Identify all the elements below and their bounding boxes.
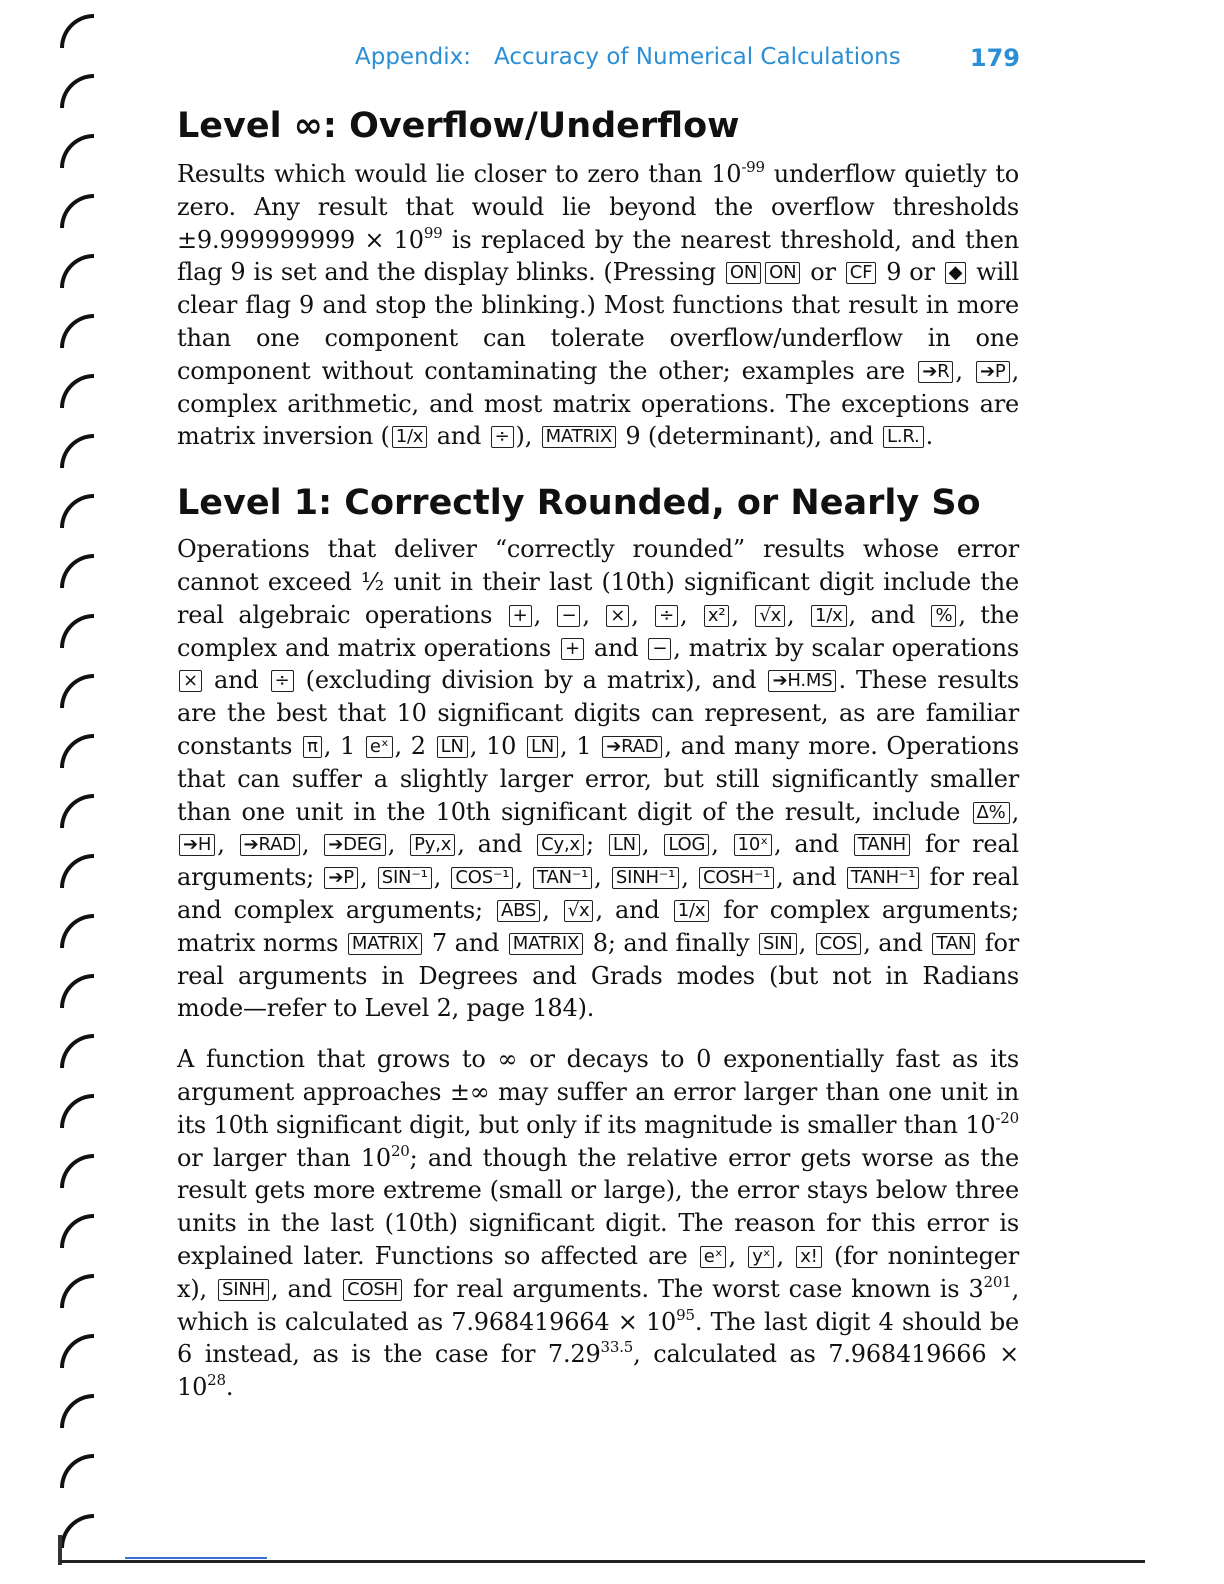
key-atan: TAN⁻¹ [533,867,592,889]
key-sqrt: √x [755,605,785,627]
key-plus: + [509,605,532,627]
key-ln: LN [527,736,558,758]
heading-overflow-underflow: Level ∞: Overflow/Underflow [177,106,740,146]
key-to-rect: ➔R [918,361,953,383]
key-pi: π [303,736,322,758]
running-header [355,44,1020,76]
paragraph-level-1: Operations that deliver “correctly rounded” results whose error cannot exceed ½ unit in their last (10th) significant digit include the real algebraic operations + , − , × , ÷ , x² , √x , 1/x , and % , the complex and matrix operations + and − , matrix by scalar operations × and ÷ (excluding division by a matrix), and ➔H.MS . These results are the best that 10 significant digits can represent, as are familiar constants π , 1 eˣ , 2 LN , 10 LN , 1 ➔RAD , and many more. Operations that can suffer a slightly larger error, but still significantly smaller than one unit in the 10th significant digit of the result, include Δ% , ➔H , ➔RAD , ➔DEG , Py,x , and Cy,x ; LN , LOG , 10ˣ , and TANH for real arguments; ➔P , SIN⁻¹ , COS⁻¹ , TAN⁻¹ , SINH⁻¹ , COSH⁻¹ , and TANH⁻¹ for real and complex arguments; ABS , √x , and 1/x for complex arguments; matrix norms MATRIX 7 and MATRIX 8; and finally SIN , COS , and TAN for real arguments in Degrees and Grads modes (but not in Radians mode—refer to Level 2, page 184). [177,535,1020,1023]
key-log: LOG [664,834,709,856]
spiral-binding [60,0,110,1560]
key-plus: + [561,638,584,660]
key-exp: eˣ [366,736,393,758]
key-to-h: ➔H [179,834,215,856]
key-to-rad: ➔RAD [240,834,300,856]
key-acos: COS⁻¹ [451,867,513,889]
key-acosh: COSH⁻¹ [699,867,774,889]
paragraph-exponential-growth: A function that grows to ∞ or decays to 0 exponentially fast as its argument approaches ±∞ may suffer an error larger than one unit in its 10th significant digit, but only if its magnitude is smaller than $10^{-20}$ or larger than $10^{20}$; and though the relative error gets worse as the result gets more extreme (small or large), the error stays below three units in the last (10th) significant digit. The reason for this error is explained later. Functions so affected are eˣ , yˣ , x! (for noninteger x), SINH , and COSH for real arguments. The worst case known is $3^{201}$, which is calculated as $7.968419664 \times 10^{95}$. The last digit 4 should be 6 instead, as is the case for $7.29^{33.5}$, calculated as $7.968419666 \times 10^{28}$. [177,1045,1020,1402]
page-number: 179 [969,44,1020,72]
key-to-rad: ➔RAD [602,736,662,758]
key-atanh: TANH⁻¹ [847,867,919,889]
key-abs: ABS [497,900,540,922]
key-minus: − [557,605,580,627]
key-to-polar: ➔P [324,867,358,889]
key-sinh: SINH [218,1279,269,1301]
key-minus: − [648,638,671,660]
key-cosh: COSH [343,1279,402,1301]
key-tanh: TANH [854,834,910,856]
key-y-power: yˣ [748,1246,774,1268]
key-exp: eˣ [700,1246,727,1268]
key-to-deg: ➔DEG [324,834,385,856]
key-asin: SIN⁻¹ [378,867,432,889]
key-backspace: ◆ [945,262,967,284]
key-matrix: MATRIX [348,933,422,955]
page-body [177,100,1019,1404]
key-factorial: x! [796,1246,821,1268]
key-times: × [606,605,629,627]
key-on: ON [765,262,800,284]
key-matrix: MATRIX [509,933,583,955]
header-appendix: Appendix: [355,44,472,70]
page-bottom-rule [60,1560,1145,1563]
key-lr: L.R. [883,426,924,448]
key-matrix: MATRIX [542,426,616,448]
key-combinations: Cy,x [537,834,584,856]
key-ln: LN [609,834,640,856]
key-sin: SIN [759,933,797,955]
header-section-title: Accuracy of Numerical Calculations [494,44,901,70]
key-tan: TAN [932,933,975,955]
key-permutations: Py,x [410,834,455,856]
key-to-hms: ➔H.MS [768,670,836,692]
key-reciprocal: 1/x [392,426,428,448]
key-times: × [179,670,202,692]
key-on: ON [726,262,761,284]
key-divide: ÷ [271,670,294,692]
key-cf: CF [846,262,877,284]
key-asinh: SINH⁻¹ [612,867,679,889]
key-divide: ÷ [655,605,678,627]
key-cos: COS [816,933,862,955]
page-bottom-mark [125,1557,267,1559]
key-reciprocal: 1/x [674,900,710,922]
key-sqrt: √x [564,900,594,922]
key-to-polar: ➔P [976,361,1010,383]
key-reciprocal: 1/x [811,605,847,627]
key-ten-power: 10ˣ [734,834,772,856]
key-divide: ÷ [491,426,514,448]
key-percent: % [931,605,956,627]
paragraph-overflow: Results which would lie closer to zero than $10^{-99}$ underflow quietly to zero. Any result that would lie beyond the overflow thresholds $\pm 9.999999999 \times 10^{99}$ is replaced by the nearest threshold, and then flag 9 is set and the display blinks. (Pressing ON ON or CF 9 or ◆ will clear flag 9 and stop the blinking.) Most functions that result in more than one component can tolerate overflow/underflow in one component without contaminating the other; examples are ➔R , ➔P , complex arithmetic, and most matrix operations. The exceptions are matrix inversion ( 1/x and ÷ ), MATRIX 9 (determinant), and L.R. . [177,158,1020,451]
key-delta-percent: Δ% [973,802,1010,824]
key-ln: LN [437,736,468,758]
key-square: x² [704,605,729,627]
heading-level-1: Level 1: Correctly Rounded, or Nearly So [177,483,981,524]
